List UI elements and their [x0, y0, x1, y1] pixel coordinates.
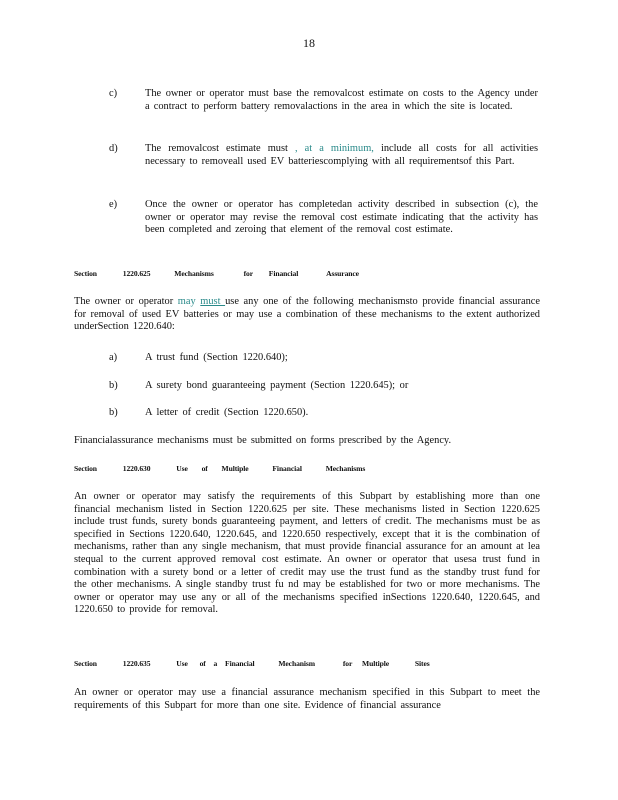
- struck-must: must: [200, 296, 226, 307]
- section-635-paragraph: An owner or operator may use a financial assurance mechanism specified in this Subpart to meet the requirements of this Subpart for more than one site. Evidence of financial assurance: [74, 687, 540, 711]
- document-page: 18 c) The owner or operator must base the removalcost estimate on costs to the Agency under a contract to perform battery removalactions in the area in which the site is located. d) The removalcost estimate must , at a minimum, include all costs for all activities necessary to removeall used EV batteriescomplying with all requirementsof this Part. e) Once the owner or operator has completedan activity described in subsection (c), the owner or operator may revise the removal cost estimate indicating that the activity has been completed and zeroing that element of the removal cost estimate. Section 1220.625 Mechanisms for Financial Assurance The owner or operator may must use any one of the following mechanismsto provide financial assurance for removal of used EV batteries or may use a combination of these mechanisms to the extent authorized underSection 1220.640: a) A trust fund (Section 1220.640); b) A surety bond guaranteeing payment (Section 1220.645); or b) A letter of credit (Section 1220.650). Financialassurance mechanisms must be submitted on forms prescribed by the Agency. Section 1220.630 Use of Multiple Financial Mechanisms An owner or operator may satisfy the requirements of this Subpart by establishing more than one financial mechanism listed in Section 1220.625 per site. These mechanisms listed in Section 1220.625 include trust funds, surety bonds guaranteeing payment, and letters of credit. The mechanisms must be as specified in Sections 1220.640, 1220.645, and 1220.650 respectively, except that it is the combination of mechanisms, rather than any single mechanism, that must provide financial assurance for an amount at lea stequal to the current approved removal cost estimate. An owner or operator that usesa trust fund in combination with a surety bond or a letter of credit may use the trust fund as the standby trust fund for the other mechanisms. A single standby trust fu nd may be established for two or more mechanisms. The owner or operator may use any or all of the mechanisms specified inSections 1220.640, 1220.645, and 1220.650 to provide for removal. Section 1220.635 Use of a Financial Mechanism for Multiple Sites An owner or operator may use a financial assurance mechanism specified in this Subpart to meet the requirements of this Subpart for more than one site. Evidence of financial assurance: [0, 0, 618, 800]
- item-text: Once the owner or operator has completedan activity described in subsection (c), the owner or operator may revise the removal cost estimate indicating that the activity has been completed and zeroing that element of the removal cost estimate.: [145, 199, 538, 236]
- item-text: The removalcost estimate must , at a minimum, include all costs for all activities necessary to removeall used EV batteriescomplying with all requirementsof this Part.: [145, 143, 538, 167]
- section-heading-630: Section 1220.630 Use of Multiple Financial Mechanisms: [74, 464, 366, 473]
- section-630-paragraph: An owner or operator may satisfy the requirements of this Subpart by establishing more than one financial mechanism listed in Section 1220.625 per site. These mechanisms listed in Section 1220.625 include trust funds, surety bonds guaranteeing payment, and letters of credit. The mechanisms must be as specified in Sections 1220.640, 1220.645, and 1220.650 respectively, except that it is the combination of mechanisms, rather than any single mechanism, that must provide financial assurance for an amount at lea stequal to the current approved removal cost estimate. An owner or operator that usesa trust fund in combination with a surety bond or a letter of credit may use the trust fund as the standby trust fund for the other mechanisms. A single standby trust fu nd may be established for two or more mechanisms. The owner or operator may use any or all of the mechanisms specified inSections 1220.640, 1220.645, and 1220.650 to provide for removal.: [74, 491, 540, 616]
- page-number: 18: [303, 36, 315, 50]
- section-625-paragraph: The owner or operator may must use any one of the following mechanismsto provide financial assurance for removal of used EV batteries or may use a combination of these mechanisms to the extent authorized underSection 1220.640:: [74, 296, 540, 333]
- section-heading-635: Section 1220.635 Use of a Financial Mechanism for Multiple Sites: [74, 659, 430, 668]
- item-text: The owner or operator must base the removalcost estimate on costs to the Agency under a contract to perform battery removalactions in the area in which the site is located.: [145, 88, 538, 112]
- item-label: d): [109, 143, 118, 154]
- section-heading-625: Section 1220.625 Mechanisms for Financial Assurance: [74, 269, 359, 278]
- inserted-text: , at a minimum,: [295, 143, 374, 154]
- item-label: c): [109, 88, 118, 99]
- section-625-closing: Financialassurance mechanisms must be submitted on forms prescribed by the Agency.: [74, 435, 452, 446]
- item-label: e): [109, 199, 118, 210]
- inserted-may: may: [177, 296, 196, 307]
